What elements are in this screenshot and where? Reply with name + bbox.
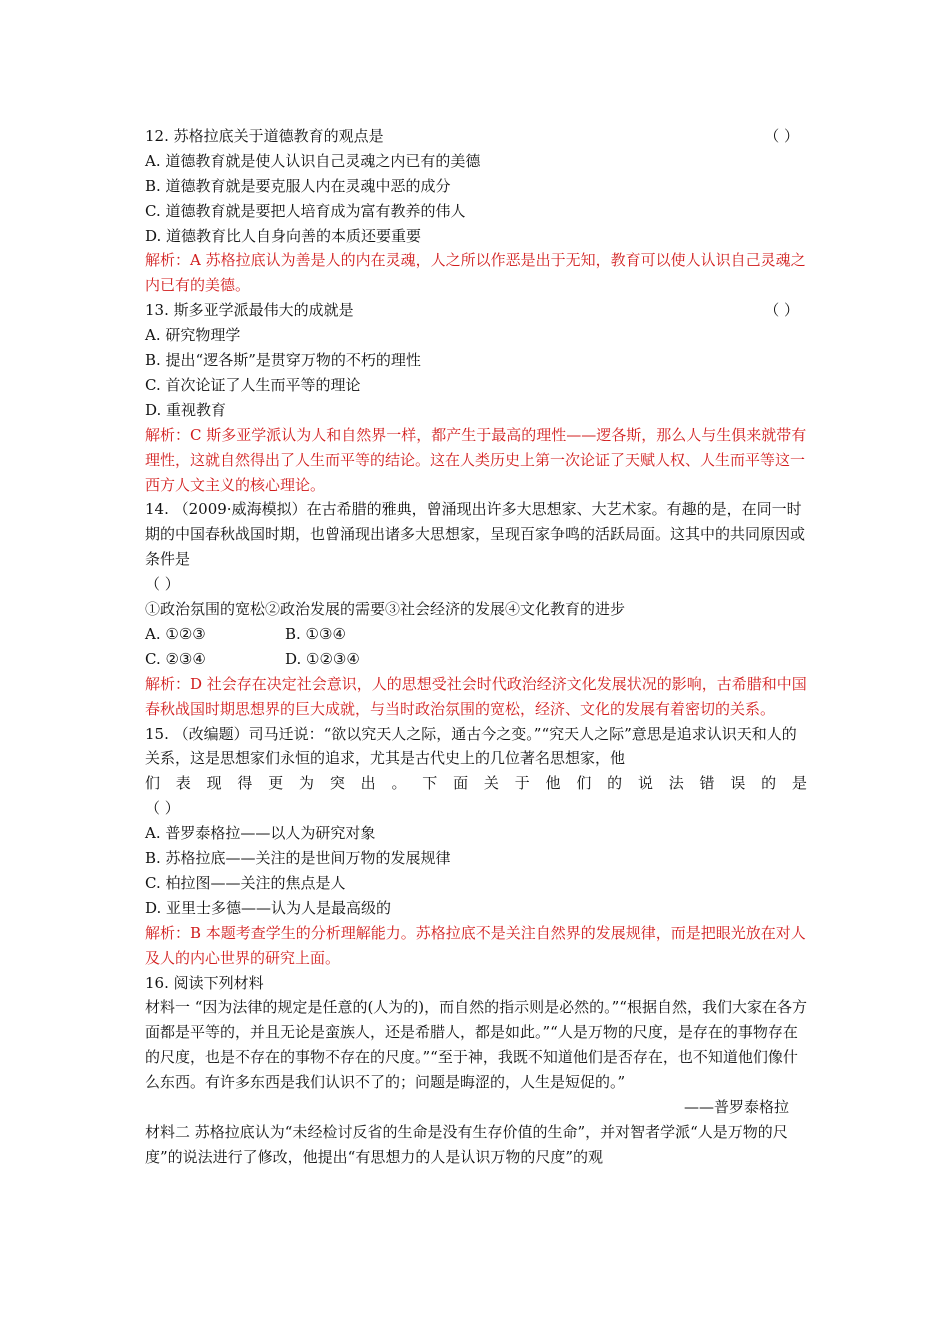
q12-option-c: C. 道德教育就是要把人培育成为富有教养的伟人 (145, 201, 466, 220)
q13-option-d: D. 重视教育 (145, 400, 227, 419)
q12-answer-paren: （ ） (764, 127, 799, 145)
q12-option-b: B. 道德教育就是要克服人内在灵魂中恶的成分 (145, 176, 451, 195)
q15-stem: 15. （改编题）司马迁说：“欲以究天人之际，通古今之变。”“究天人之际”意思是追求认识天和人的关系，这是思想家们永恒的追求，尤其是古代史上的几位著名思想家，他 (145, 724, 797, 768)
q14-option-c: C. ②③④ (145, 649, 206, 668)
q14-answer-paren: （ ） (145, 575, 180, 594)
q13-stem-text: 13. 斯多亚学派最伟大的成就是 (145, 301, 354, 320)
q13-answer-paren: （ ） (764, 301, 799, 320)
q15-option-d: D. 亚里士多德——认为人是最高级的 (145, 898, 392, 917)
q13-stem (145, 298, 807, 323)
q12-analysis: 解析：A 苏格拉底认为善是人的内在灵魂，人之所以作恶是出于无知，教育可以使人认识自己灵魂之内已有的美德。 (145, 251, 806, 295)
q14-analysis: 解析：D 社会存在决定社会意识，人的思想受社会时代政治经济文化发展状况的影响，古希腊和中国春秋战国时期思想界的巨大成就，与当时政治氛围的宽松，经济、文化的发展有着密切的关系。 (145, 674, 807, 718)
q15-stem-spread-line: 们表现得更为突出。下面关于他们的说法错误的是 (145, 774, 807, 793)
q16-attribution: ——普罗泰格拉 (683, 1098, 789, 1117)
q14-stem: 14. （2009·威海模拟）在古希腊的雅典，曾涌现出许多大思想家、大艺术家。有趣的是，在同一时期的中国春秋战国时期，也曾涌现出诸多大思想家，呈现百家争鸣的活跃局面。这其中的共同原因或条件是 (145, 500, 806, 569)
q15-option-b: B. 苏格拉底——关注的是世间万物的发展规律 (145, 849, 451, 868)
q15-answer-paren: （ ） (145, 799, 180, 818)
q16-material-1: 材料一 “因为法律的规定是任意的(人为的)，而自然的指示则是必然的。”“根据自然，我们大家在各方面都是平等的，并且无论是蛮族人，还是希腊人，都是如此。”“人是万物的尺度，是存在的事物存在的尺度，也是不存在的事物不存在的尺度。”“至于神，我既不知道他们是否存在，也不知道他们像什么东西。有许多东西是我们认识不了的；问题是晦涩的，人生是短促的。” (145, 998, 807, 1092)
q13-option-c: C. 首次论证了人生而平等的理论 (145, 375, 361, 394)
q14-options-row-2 (145, 647, 807, 672)
q13-option-a: A. 研究物理学 (145, 326, 241, 345)
q14-items: ①政治氛围的宽松②政治发展的需要③社会经济的发展④文化教育的进步 (145, 600, 626, 619)
q15-option-c: C. 柏拉图——关注的焦点是人 (145, 873, 346, 892)
q13-analysis: 解析：C 斯多亚学派认为人和自然界一样，都产生于最高的理性——逻各斯，那么人与生俱来就带有理性，这就自然得出了人生而平等的结论。这在人类历史上第一次论证了天赋人权、人生而平等这一西方人文主义的核心理论。 (145, 425, 807, 494)
q16-material-2: 材料二 苏格拉底认为“未经检讨反省的生命是没有生存价值的生命”，并对智者学派“人是万物的尺度”的说法进行了修改，他提出“有思想力的人是认识万物的尺度”的观 (145, 1122, 788, 1166)
q12-option-d: D. 道德教育比人自身向善的本质还要重要 (145, 226, 422, 245)
q13-option-b: B. 提出“逻各斯”是贯穿万物的不朽的理性 (145, 351, 421, 370)
q14-option-d: D. ①②③④ (285, 649, 360, 668)
q15-option-a: A. 普罗泰格拉——以人为研究对象 (145, 824, 376, 843)
q14-option-a: A. ①②③ (145, 624, 206, 643)
q12-stem-text: 12. 苏格拉底关于道德教育的观点是 (145, 127, 384, 145)
q14-options-row-1 (145, 622, 807, 647)
q12-stem (145, 124, 807, 149)
q12-option-a: A. 道德教育就是使人认识自己灵魂之内已有的美德 (145, 151, 481, 170)
q16-stem: 16. 阅读下列材料 (145, 973, 264, 992)
q15-analysis: 解析：B 本题考查学生的分析理解能力。苏格拉底不是关注自然界的发展规律，而是把眼光放在对人及人的内心世界的研究上面。 (145, 923, 806, 967)
q14-option-b: B. ①③④ (285, 624, 346, 643)
question-page (145, 124, 807, 1170)
